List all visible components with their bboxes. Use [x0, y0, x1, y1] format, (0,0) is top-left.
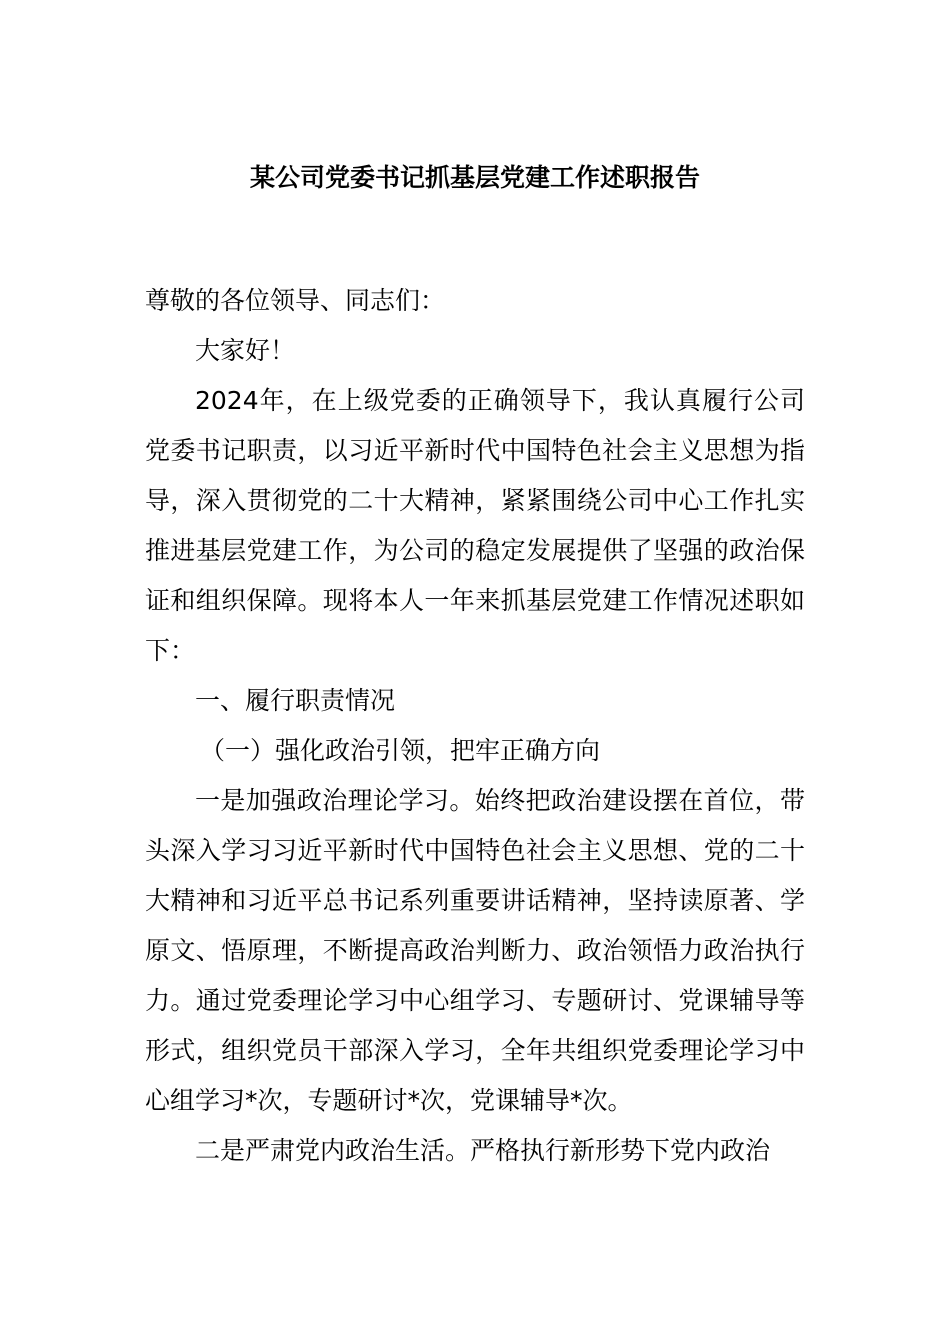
document-title: 某公司党委书记抓基层党建工作述职报告 [249, 163, 700, 192]
subsection-heading: （一）强化政治引领，把牢正确方向 [200, 736, 601, 765]
document-body [145, 276, 805, 1176]
intro-paragraph: 2024年，在上级党委的正确领导下，我认真履行公司党委书记职责，以习近平新时代中国特色社会主义思想为指导，深入贯彻党的二十大精神，紧紧围绕公司中心工作扎实推进基层党建工作，为公司的稳定发展提供了坚强的政治保证和组织保障。现将本人一年来抓基层党建工作情况述职如下： [145, 386, 805, 665]
section-heading: 一、履行职责情况 [195, 686, 396, 715]
point-two-paragraph: 二是严肃党内政治生活。严格执行新形势下党内政治 [195, 1136, 771, 1165]
point-one-paragraph: 一是加强政治理论学习。始终把政治建设摆在首位，带头深入学习习近平新时代中国特色社会主义思想、党的二十大精神和习近平总书记系列重要讲话精神，坚持读原著、学原文、悟原理，不断提高政治判断力、政治领悟力政治执行力。通过党委理论学习中心组学习、专题研讨、党课辅导等形式，组织党员干部深入学习，全年共组织党委理论学习中心组学习*次，专题研讨*次，党课辅导*次。 [145, 786, 805, 1115]
greeting: 大家好！ [195, 336, 296, 365]
salutation: 尊敬的各位领导、同志们： [145, 286, 446, 315]
